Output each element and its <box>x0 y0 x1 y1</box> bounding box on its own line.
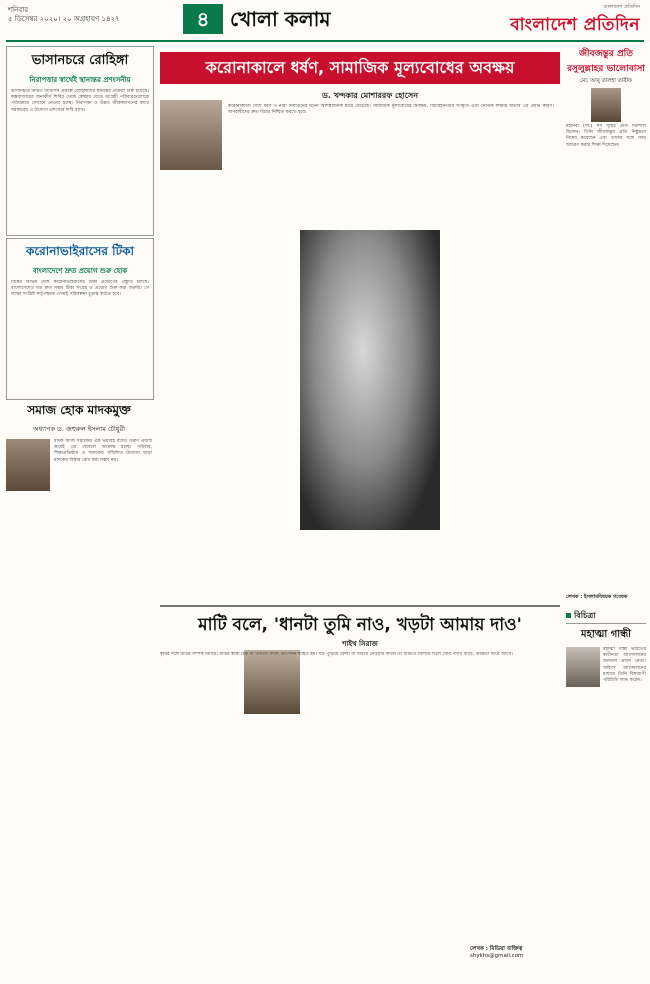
soil-footer: লেখক : মিডিয়া ব্যক্তিত্ব <box>470 946 523 952</box>
bichitra-label-row <box>566 610 646 624</box>
section-title: খোলা কলাম <box>230 7 331 31</box>
soil-author: শাইখ সিরাজ <box>342 640 378 648</box>
vaccine-body: বিশ্বের বিভিন্ন দেশে করোনাভাইরাসের টিকা প্রয়োগের প্রস্তুতি চলছে। বাংলাদেশেও যত দ্রুত সম্ভব টিকা সংগ্রহ ও প্রয়োগ শুরু করা জরুরি। সে লক্ষ্যে সংশ্লিষ্ট কর্তৃপক্ষকে এখনই পরিকল্পনা চূড়ান্ত করতে হবে। <box>11 280 149 298</box>
lead-author-photo <box>160 100 222 170</box>
drugs-body: মাদক আজ সমাজের এক ভয়াবহ ব্যাধি। তরুণ প্রজন্ম ক্রমেই এর ছোবলে আক্রান্ত হচ্ছে। পরিবার, শিক্ষাপ্রতিষ্ঠান ও সমাজের সম্মিলিত উদ্যোগ ছাড়া মাদকের বিস্তার রোধ করা সম্ভব নয়। <box>54 439 152 463</box>
bottom-divider <box>160 605 560 607</box>
right-column <box>566 46 646 606</box>
lead-headline-bar <box>160 52 560 84</box>
masthead <box>0 0 650 40</box>
bichitra-box <box>566 610 646 950</box>
soil-headline: মাটি বলে, 'ধানটা তুমি নাও, খড়টা আমায় দাও' <box>198 615 522 635</box>
masthead-rule <box>6 40 644 42</box>
rohingya-body: ভাসানচরে নির্মিত আবাসন প্রকল্পে রোহিঙ্গাদের স্থানান্তর প্রক্রিয়া শুরু হয়েছে। কক্সবাজারের জনাকীর্ণ শিবির থেকে স্বেচ্ছায় যেতে আগ্রহী পরিবারগুলোকে পর্যায়ক্রমে সেখানে নেওয়া হচ্ছে। নিরাপত্তা ও উন্নত জীবনযাপনের স্বার্থে সরকারের এ উদ্যোগ প্রশংসার দাবি রাখে। <box>11 89 149 113</box>
right-column-footer: লেখক : ইসলামবিষয়ক গবেষক <box>566 594 628 600</box>
drugs-title: সমাজ হোক মাদকমুক্ত <box>27 403 131 417</box>
masthead-date-text: ৫ ডিসেম্বর ২০২০। ২০ অগ্রহায়ণ ১৪২৭ <box>8 15 120 23</box>
newspaper-logo <box>510 4 640 40</box>
lead-illustration <box>300 230 440 530</box>
masthead-day: শনিবার <box>8 6 29 14</box>
right-column-author: মো. আবু তালহা তারীফ <box>580 78 632 84</box>
bichitra-label: বিচিত্রা <box>574 611 596 620</box>
lead-headline: করোনাকালে ধর্ষণ, সামাজিক মূল্যবোধের অবক্ষয় <box>205 58 515 77</box>
drugs-author-photo <box>6 439 50 491</box>
drugs-author: অধ্যাপক ড. জহুরুল ইসলাম চৌধুরী <box>32 425 125 433</box>
bichitra-body: মহাত্মা গান্ধী ভারতের স্বাধীনতা আন্দোলনের অন্যতম প্রধান নেতা। অহিংস আন্দোলনের মাধ্যমে তিনি বিশ্বব্যাপী পরিচিতি লাভ করেন। <box>603 647 646 684</box>
right-column-author-photo <box>591 88 621 122</box>
bichitra-square-icon <box>566 613 571 618</box>
lead-author: ড. খন্দকার মোশাররফ হোসেন <box>321 91 419 100</box>
bichitra-title: মহাত্মা গান্ধী <box>581 629 631 640</box>
rohingya-editorial <box>6 46 154 236</box>
logo-name: বাংলাদেশ প্রতিদিন <box>510 15 640 35</box>
vaccine-editorial <box>6 238 154 400</box>
page-number: ৪ <box>183 4 223 34</box>
vaccine-title: করোনাভাইরাসের টিকা <box>25 244 135 258</box>
right-column-body: মহানবী (সা.) সব সৃষ্টির প্রতি দয়াশীল ছিলেন। তিনি জীবজন্তুর প্রতি নিষ্ঠুরতা নিষেধ করেছেন এবং তাদের সঙ্গে সদয় আচরণ করার শিক্ষা দিয়েছেন। <box>566 124 646 148</box>
rohingya-subtitle: নিরাপত্তার স্বার্থেই স্থানান্তর প্রশংসনীয় <box>29 76 131 84</box>
masthead-date <box>8 6 120 24</box>
rohingya-title: ভাসানচরে রোহিঙ্গা <box>31 53 129 68</box>
soil-email: shykhs@gmail.com <box>470 953 524 959</box>
soil-body: কৃষির সঙ্গে মাটির সম্পর্ক নিবিড়। মাটির স্বাস্থ্য ঠিক না থাকলে ফসল উৎপাদন ব্যাহত হয়। খড় পুড়িয়ে ফেলা বা সরিয়ে নেওয়ার বদলে তা মাটিতে মিশিয়ে দিলে জৈব পদার্থ বাড়ে, উর্বরতা ফিরে আসে। <box>160 652 513 657</box>
bichitra-photo <box>566 647 600 687</box>
logo-tagline: বাংলাদেশ প্রতিদিন <box>603 4 640 10</box>
vaccine-subtitle: বাংলাদেশে দ্রুত প্রয়োগ শুরু হোক <box>32 267 128 275</box>
lead-body: করোনাকালে দেশে ধর্ষণ ও নারী নির্যাতনের ঘটনা আশঙ্কাজনক হারে বেড়েছে। সামাজিক মূল্যবোধের অবক্ষয়, বিচারহীনতার সংস্কৃতি এবং নৈতিক শিক্ষার অভাব এর প্রধান কারণ। অপরাধীদের দ্রুত বিচার নিশ্চিত করতে হবে। <box>228 104 554 116</box>
drugs-article <box>6 402 152 950</box>
right-column-title: জীবজন্তুর প্রতি রসুলুল্লাহর ভালোবাসা <box>567 49 645 74</box>
